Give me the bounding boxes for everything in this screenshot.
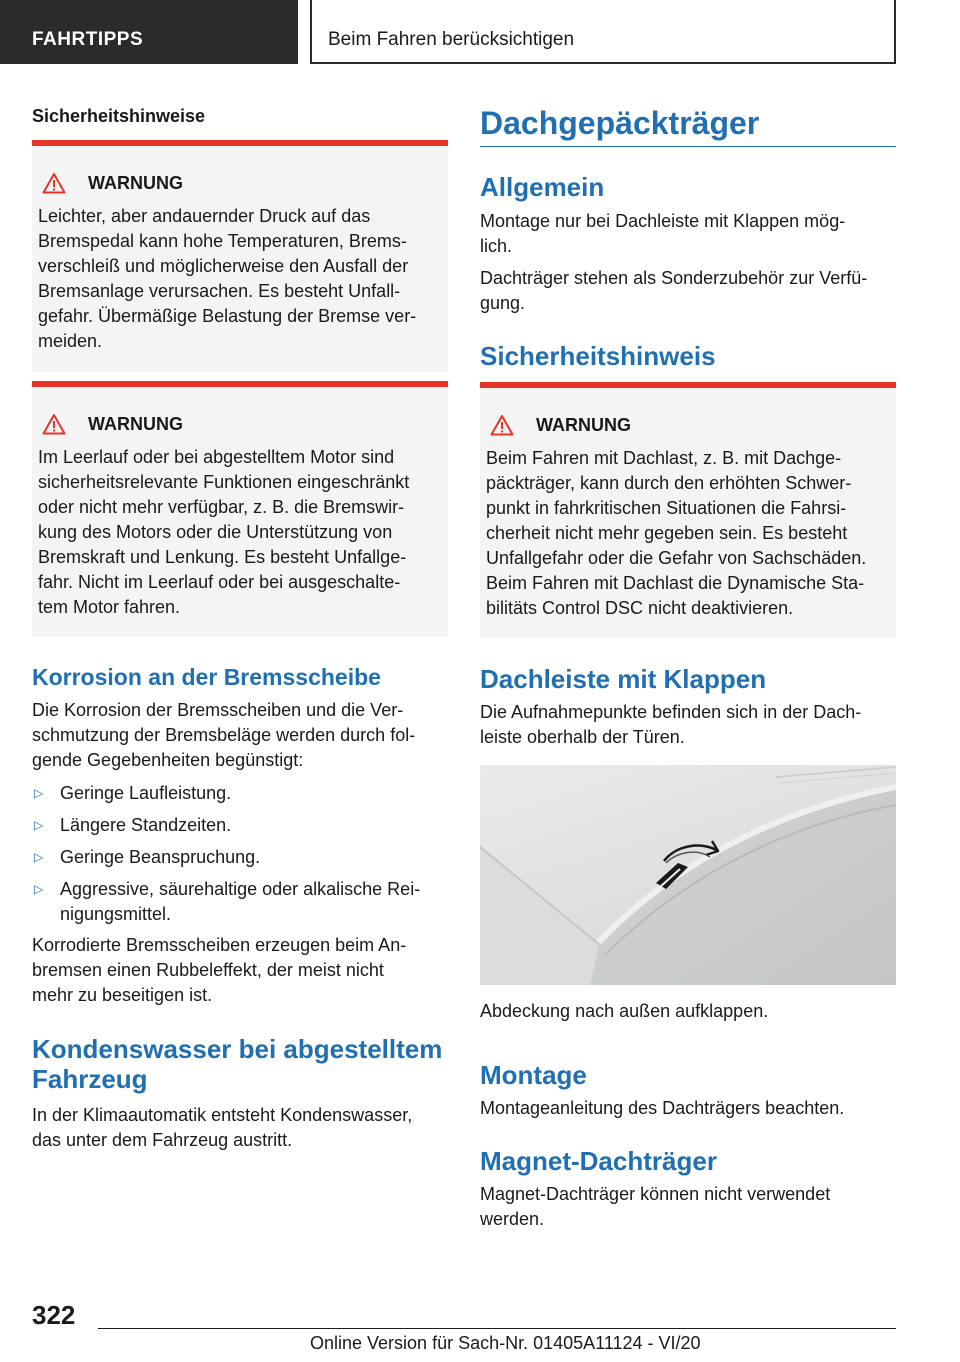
text-line: tem Motor fahren.: [38, 597, 181, 617]
bullet-triangle-icon: ▷: [34, 818, 44, 832]
text-line: mehr zu beseitigen ist.: [32, 985, 213, 1005]
warning-text: [38, 204, 438, 354]
text-line: verschleiß und möglicherweise den Ausfall der: [38, 256, 409, 276]
text-line: gende Gegebenheiten begünstigt:: [32, 750, 304, 770]
text-line: Geringe Laufleistung.: [60, 783, 232, 803]
general-paragraph-1: [480, 209, 896, 259]
text-line: meiden.: [38, 331, 103, 351]
text-line: Magnet-Dachträger können nicht verwendet: [480, 1184, 831, 1204]
mounting-heading: Montage: [480, 1060, 587, 1090]
text-line: gung.: [480, 293, 526, 313]
warning-title: WARNUNG: [536, 414, 631, 435]
text-line: Aggressive, säurehaltige oder alkalische Rei-: [60, 879, 421, 899]
list-item: [32, 877, 448, 927]
bullet-triangle-icon: ▷: [34, 786, 44, 800]
text-line: punkt in fahrkritischen Situationen die Fahrsi-: [486, 498, 847, 518]
warning-triangle-icon: [490, 414, 514, 436]
roof-rail-illustration: [480, 765, 896, 985]
online-version-note: Online Version für Sach-Nr. 01405A11124 - VI/20: [310, 1333, 701, 1353]
warning-box-brake-pressure: [32, 140, 448, 372]
text-line: In der Klimaautomatik entsteht Kondenswasser,: [32, 1105, 413, 1125]
text-line: Längere Standzeiten.: [60, 815, 232, 835]
text-line: schmutzung der Bremsbeläge werden durch fol-: [32, 725, 416, 745]
text-line: lich.: [480, 236, 513, 256]
text-line: Beim Fahren mit Dachlast, z. B. mit Dachge-: [486, 448, 842, 468]
text-line: nigungsmittel.: [60, 904, 172, 924]
warning-box-roof-load: [480, 382, 896, 638]
warning-title: WARNUNG: [88, 413, 183, 434]
text-line: Dachträger stehen als Sonderzubehör zur Verfü-: [480, 268, 868, 288]
magnet-heading: Magnet-Dachträger: [480, 1146, 717, 1176]
text-line: Die Aufnahmepunkte befinden sich in der Dach-: [480, 702, 862, 722]
text-line: fahr. Nicht im Leerlauf oder bei ausgeschalte-: [38, 572, 401, 592]
footer-rule: [98, 1328, 896, 1329]
chapter-title: FAHRTIPPS: [32, 29, 144, 50]
text-line: kung des Motors oder die Unterstützung von: [38, 522, 393, 542]
text-line: Im Leerlauf oder bei abgestelltem Motor sind: [38, 447, 395, 467]
text-line: Bremspedal kann hohe Temperaturen, Brems-: [38, 231, 407, 251]
text-line: Bremsanlage verursachen. Es besteht Unfall-: [38, 281, 401, 301]
subsection-tab: [310, 0, 896, 64]
warning-text: [486, 446, 886, 621]
heading-line: Kondenswasser bei abgestelltem: [32, 1034, 443, 1064]
page-number: 322: [32, 1300, 76, 1330]
text-line: oder nicht mehr verfügbar, z. B. die Bremswir-: [38, 497, 405, 517]
corrosion-outro: [32, 933, 448, 1008]
safety-notes-label: Sicherheitshinweise: [32, 106, 206, 126]
text-line: päckträger, kann durch den erhöhten Schwer-: [486, 473, 852, 493]
text-line: sicherheitsrelevante Funktionen eingeschränkt: [38, 472, 410, 492]
text-line: Beim Fahren mit Dachlast die Dynamische Sta-: [486, 573, 865, 593]
text-line: bilitäts Control DSC nicht deaktivieren.: [486, 598, 794, 618]
heading-line: Fahrzeug: [32, 1064, 148, 1094]
text-line: Unfallgefahr oder die Gefahr von Sachschäden.: [486, 548, 867, 568]
text-line: Leichter, aber andauernder Druck auf das: [38, 206, 371, 226]
text-line: Bremskraft und Lenkung. Es besteht Unfallge-: [38, 547, 407, 567]
warning-triangle-icon: [42, 413, 66, 435]
warning-text: [38, 445, 438, 620]
mounting-body: Montageanleitung des Dachträgers beachten.: [480, 1098, 845, 1118]
general-heading: Allgemein: [480, 172, 605, 202]
title-underline: [480, 146, 896, 147]
magnet-body: [480, 1182, 896, 1232]
general-paragraph-2: [480, 266, 896, 316]
condensation-body: [32, 1103, 448, 1153]
bullet-triangle-icon: ▷: [34, 882, 44, 896]
text-line: Geringe Beanspruchung.: [60, 847, 261, 867]
roof-rail-heading: Dachleiste mit Klappen: [480, 664, 767, 694]
text-line: Korrodierte Bremsscheiben erzeugen beim An-: [32, 935, 407, 955]
warning-title: WARNUNG: [88, 172, 183, 193]
illustration-caption: Abdeckung nach außen aufklappen.: [480, 1001, 769, 1021]
corrosion-intro: [32, 698, 448, 773]
text-line: leiste oberhalb der Türen.: [480, 727, 685, 747]
text-line: Die Korrosion der Bremsscheiben und die Ver-: [32, 700, 404, 720]
bullet-triangle-icon: ▷: [34, 850, 44, 864]
subsection-title: Beim Fahren berücksichtigen: [328, 29, 575, 50]
warning-triangle-icon: [42, 172, 66, 194]
condensation-heading: [32, 1034, 442, 1094]
roof-rail-body: [480, 700, 896, 750]
text-line: werden.: [480, 1209, 545, 1229]
roof-rail-drawing: [480, 765, 896, 985]
text-line: das unter dem Fahrzeug austritt.: [32, 1130, 293, 1150]
corrosion-heading: Korrosion an der Bremsscheibe: [32, 664, 381, 690]
corrosion-bullet-list: [32, 781, 448, 927]
list-item: [32, 781, 448, 806]
list-item: [32, 813, 448, 838]
text-line: cherheit nicht mehr gegeben sein. Es besteht: [486, 523, 848, 543]
page-title: Dachgepäckträger: [480, 105, 760, 141]
text-line: Montage nur bei Dachleiste mit Klappen mög-: [480, 211, 846, 231]
warning-box-idle-engine: [32, 381, 448, 637]
list-item: [32, 845, 448, 870]
chapter-tab: [0, 0, 298, 64]
safety-heading: Sicherheitshinweis: [480, 341, 716, 371]
text-line: bremsen einen Rubbeleffekt, der meist nicht: [32, 960, 384, 980]
text-line: gefahr. Übermäßige Belastung der Bremse ver-: [38, 306, 417, 326]
